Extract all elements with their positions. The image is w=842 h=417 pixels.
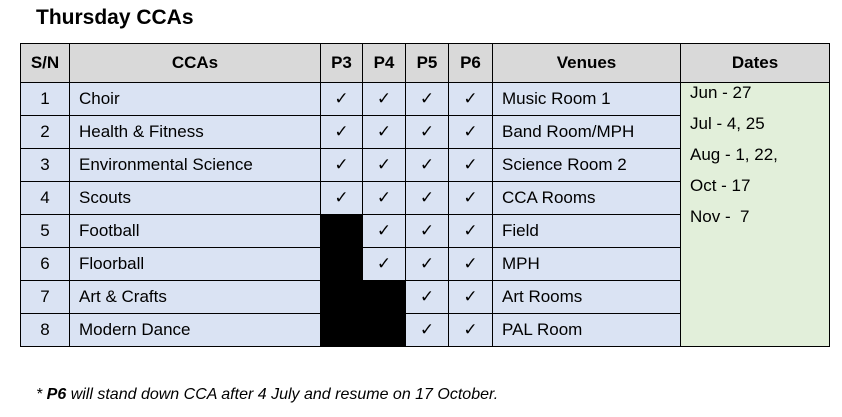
- venue-cell: PAL Room: [493, 314, 681, 347]
- p6-check-icon: ✓: [449, 314, 493, 347]
- venue-cell: Field: [493, 215, 681, 248]
- p5-check-icon: ✓: [406, 281, 449, 314]
- sn-cell: 5: [21, 215, 70, 248]
- p5-check-icon: ✓: [406, 182, 449, 215]
- sn-cell: 8: [21, 314, 70, 347]
- p5-check-icon: ✓: [406, 83, 449, 116]
- header-p6: P6: [449, 44, 493, 83]
- p3-check-icon: ✓: [321, 149, 363, 182]
- header-dates: Dates: [681, 44, 830, 83]
- header-venue: Venues: [493, 44, 681, 83]
- cca-name: Art & Crafts: [70, 281, 321, 314]
- p6-check-icon: ✓: [449, 83, 493, 116]
- p5-check-icon: ✓: [406, 116, 449, 149]
- footnote-marker: *: [36, 386, 47, 403]
- p3-check-icon: ✓: [321, 116, 363, 149]
- page-title: Thursday CCAs: [36, 6, 194, 29]
- sn-cell: 3: [21, 149, 70, 182]
- p3-check-icon: ✓: [321, 182, 363, 215]
- table-row: [21, 83, 830, 116]
- p3-not-applicable: [321, 215, 363, 248]
- p3-not-applicable: [321, 248, 363, 281]
- sn-cell: 2: [21, 116, 70, 149]
- p4-check-icon: ✓: [363, 248, 406, 281]
- date-entry: Jun - 27: [690, 83, 752, 102]
- p4-check-icon: ✓: [363, 182, 406, 215]
- header-cca: CCAs: [70, 44, 321, 83]
- venue-cell: Band Room/MPH: [493, 116, 681, 149]
- p5-check-icon: ✓: [406, 248, 449, 281]
- cca-name: Modern Dance: [70, 314, 321, 347]
- p5-check-icon: ✓: [406, 149, 449, 182]
- date-entry: Oct - 17: [690, 176, 751, 195]
- sn-cell: 1: [21, 83, 70, 116]
- p3-check-icon: ✓: [321, 83, 363, 116]
- venue-cell: CCA Rooms: [493, 182, 681, 215]
- p6-check-icon: ✓: [449, 149, 493, 182]
- venue-cell: MPH: [493, 248, 681, 281]
- p6-check-icon: ✓: [449, 248, 493, 281]
- header-p5: P5: [406, 44, 449, 83]
- p4-not-applicable: [363, 314, 406, 347]
- p4-check-icon: ✓: [363, 116, 406, 149]
- date-entry: Jul - 4, 25: [690, 114, 765, 133]
- header-sn: S/N: [21, 44, 70, 83]
- p6-check-icon: ✓: [449, 116, 493, 149]
- footnote-level: P6: [46, 386, 67, 403]
- header-row: [21, 44, 830, 83]
- p4-check-icon: ✓: [363, 149, 406, 182]
- header-p3: P3: [321, 44, 363, 83]
- p4-not-applicable: [363, 281, 406, 314]
- p5-check-icon: ✓: [406, 215, 449, 248]
- header-p4: P4: [363, 44, 406, 83]
- footnote-text: will stand down CCA after 4 July and resume on 17 October.: [66, 386, 499, 403]
- venue-cell: Art Rooms: [493, 281, 681, 314]
- p3-not-applicable: [321, 314, 363, 347]
- sn-cell: 6: [21, 248, 70, 281]
- venue-cell: Science Room 2: [493, 149, 681, 182]
- cca-name: Choir: [70, 83, 321, 116]
- footnote: [36, 386, 498, 404]
- p4-check-icon: ✓: [363, 215, 406, 248]
- sn-cell: 4: [21, 182, 70, 215]
- p6-check-icon: ✓: [449, 182, 493, 215]
- date-entry: Nov - 7: [690, 207, 750, 226]
- p3-not-applicable: [321, 281, 363, 314]
- cca-name: Health & Fitness: [70, 116, 321, 149]
- cca-name: Football: [70, 215, 321, 248]
- venue-cell: Music Room 1: [493, 83, 681, 116]
- p4-check-icon: ✓: [363, 83, 406, 116]
- sn-cell: 7: [21, 281, 70, 314]
- p6-check-icon: ✓: [449, 215, 493, 248]
- date-entry: Aug - 1, 22,: [690, 145, 778, 164]
- p5-check-icon: ✓: [406, 314, 449, 347]
- cca-name: Environmental Science: [70, 149, 321, 182]
- cca-table: [20, 43, 830, 347]
- p6-check-icon: ✓: [449, 281, 493, 314]
- cca-name: Floorball: [70, 248, 321, 281]
- dates-cell: [681, 83, 830, 347]
- cca-name: Scouts: [70, 182, 321, 215]
